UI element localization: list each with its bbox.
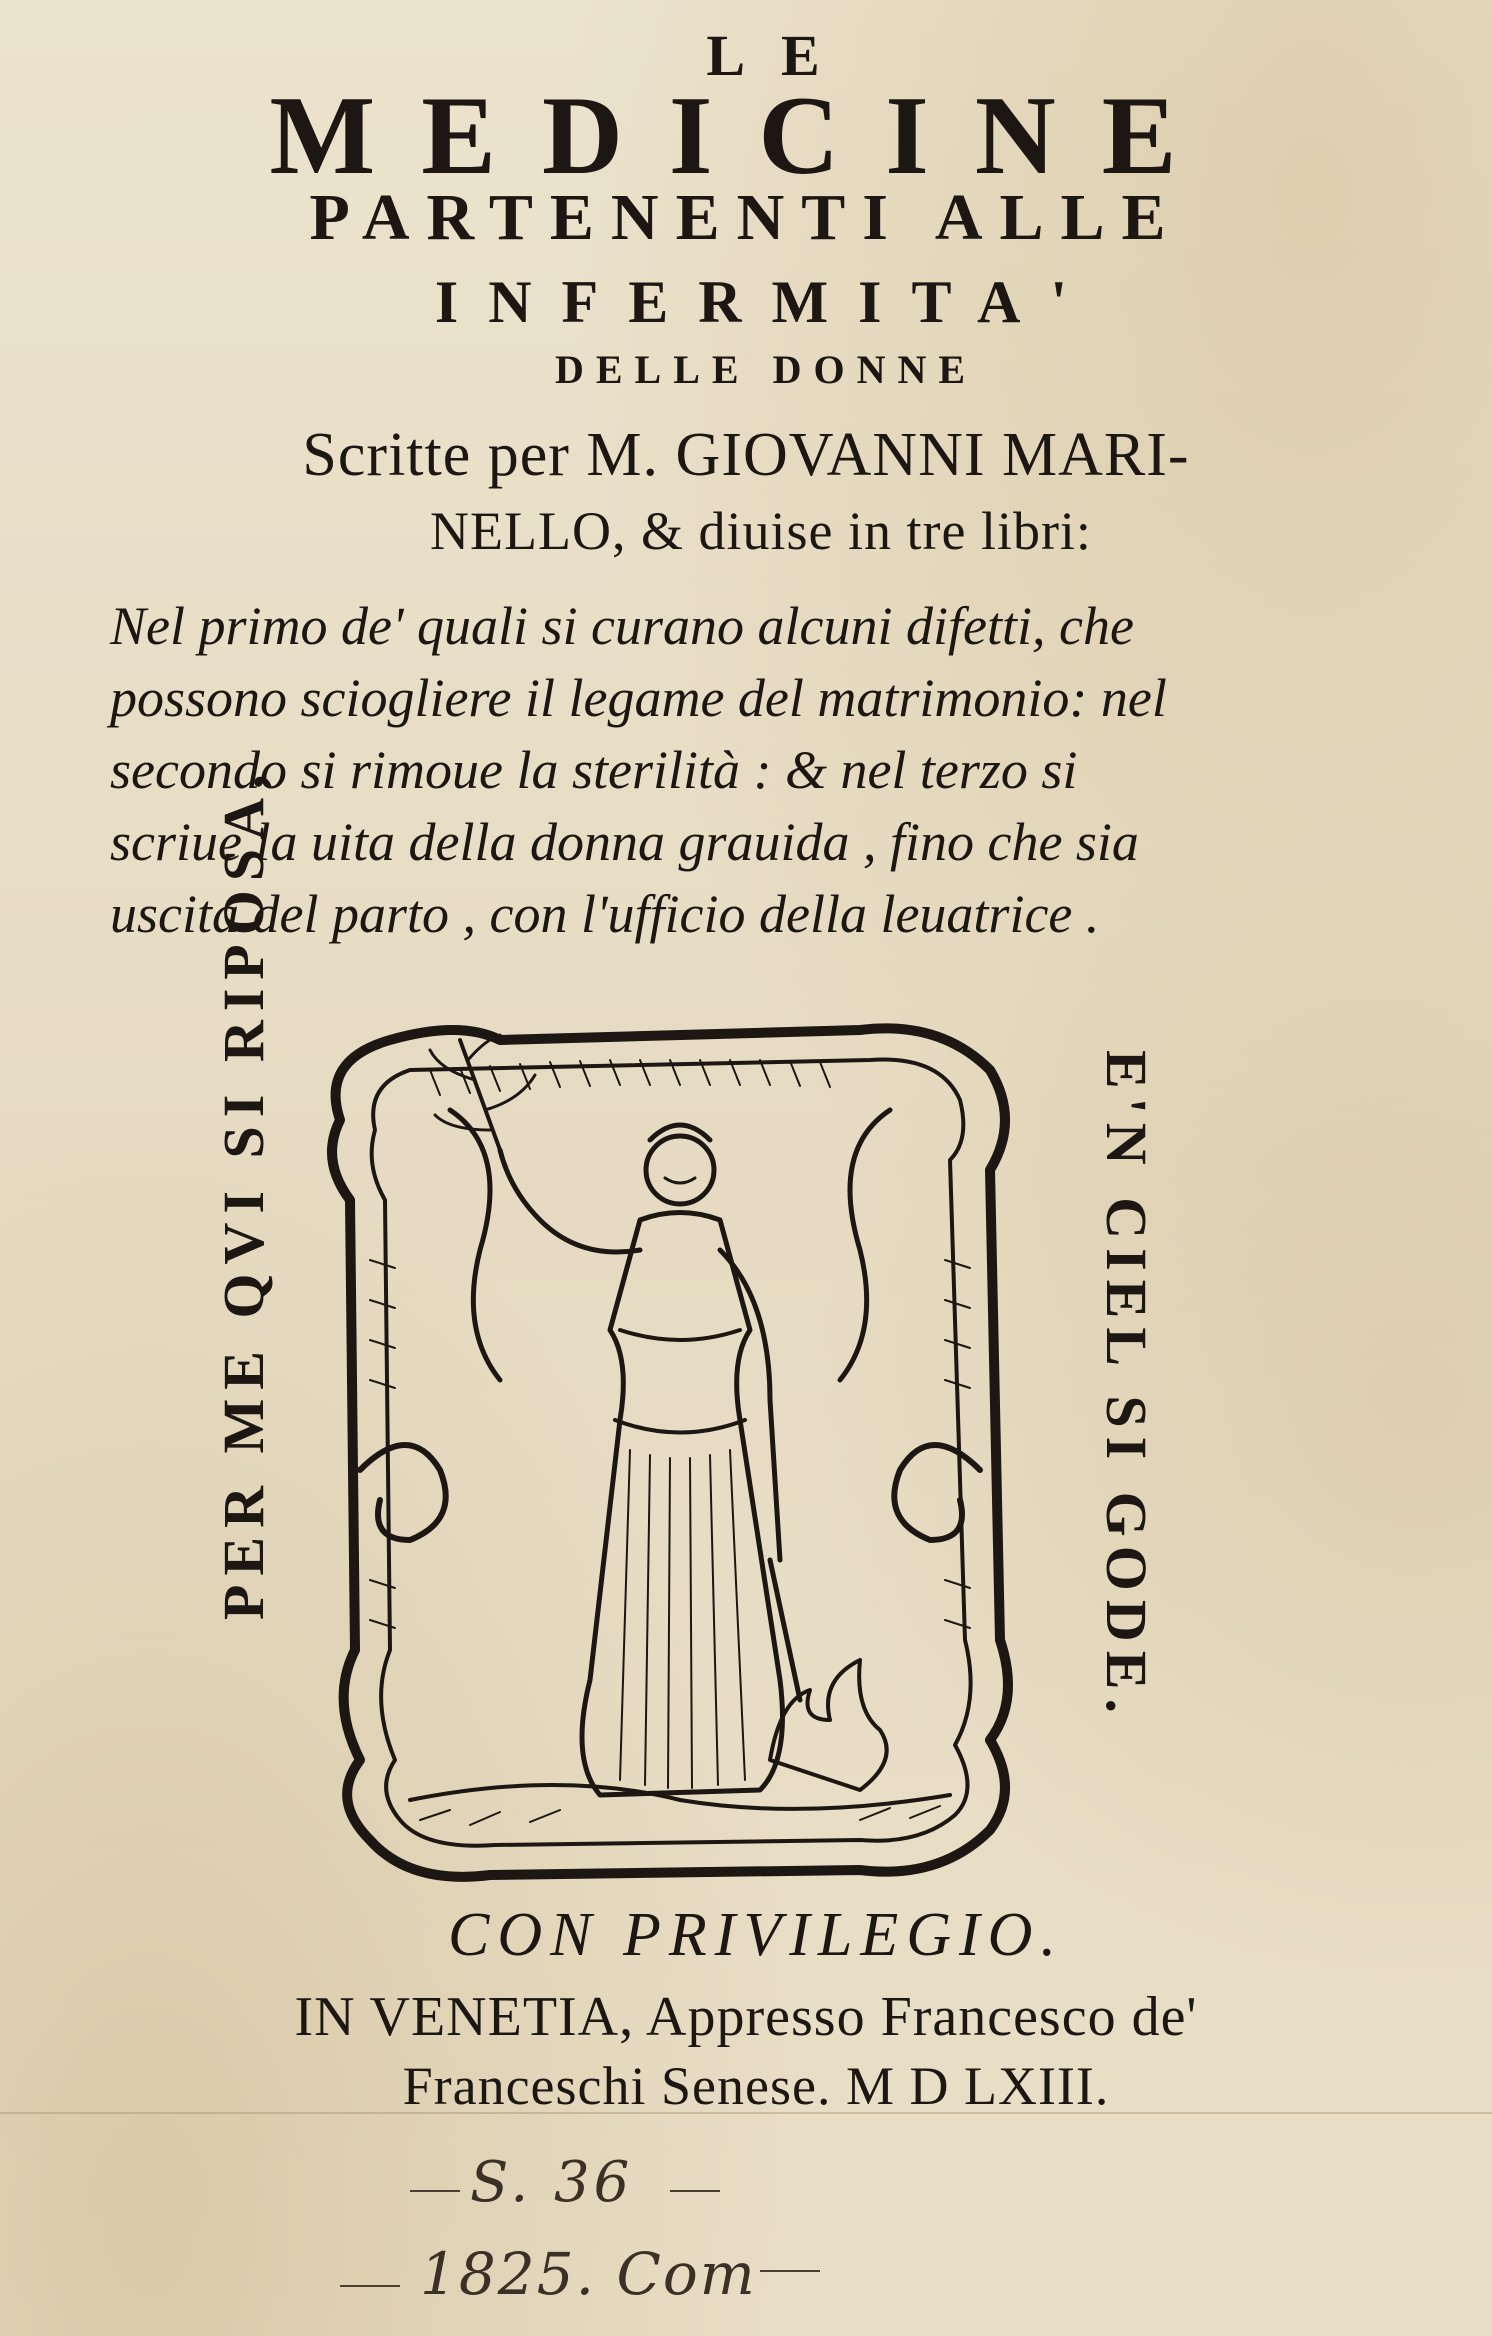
handwritten-dash [340, 2285, 400, 2287]
description-line: Nel primo de' quali si curano alcuni difetti, che [110, 596, 1134, 656]
title-partenenti: PARTENENTI ALLE [309, 181, 1183, 254]
description-line: scriue la uita della donna grauida , fino che sia [110, 812, 1139, 872]
author-line-2: NELLO, & diuise in tre libri: [430, 501, 1092, 561]
handwritten-shelfmark: S. 36 [470, 2150, 634, 2215]
imprint-line-1: IN VENETIA, Appresso Francesco de' [294, 1986, 1198, 2048]
handwritten-dash [670, 2190, 720, 2192]
title-le: LE [706, 23, 856, 88]
woodcut-printer-device-icon [300, 1000, 1040, 1900]
description-line: secondo si rimoue la sterilità : & nel terzo si [110, 740, 1078, 800]
motto-left: PER ME QVI SI RIPOSA, [211, 765, 276, 1620]
motto-right: E'N CIEL SI GODE. [1094, 1050, 1159, 1722]
title-medicine: MEDICINE [269, 74, 1223, 198]
title-donne: DELLE DONNE [554, 347, 978, 392]
handwritten-dash [760, 2270, 820, 2272]
description-line: uscita del parto , con l'ufficio della leuatrice . [110, 884, 1100, 944]
handwritten-dash [410, 2190, 460, 2192]
paper-fold-line [0, 2112, 1492, 2114]
description-line: possono sciogliere il legame del matrimonio: nel [110, 668, 1167, 728]
author-line-1: Scritte per M. GIOVANNI MARI- [302, 421, 1190, 489]
handwritten-note: 1825. Com [420, 2240, 757, 2308]
title-infermita: INFERMITA' [434, 269, 1098, 335]
imprint-line-2: Franceschi Senese. M D LXIII. [402, 2056, 1110, 2116]
privilegio-line: CON PRIVILEGIO. [448, 1901, 1064, 1969]
